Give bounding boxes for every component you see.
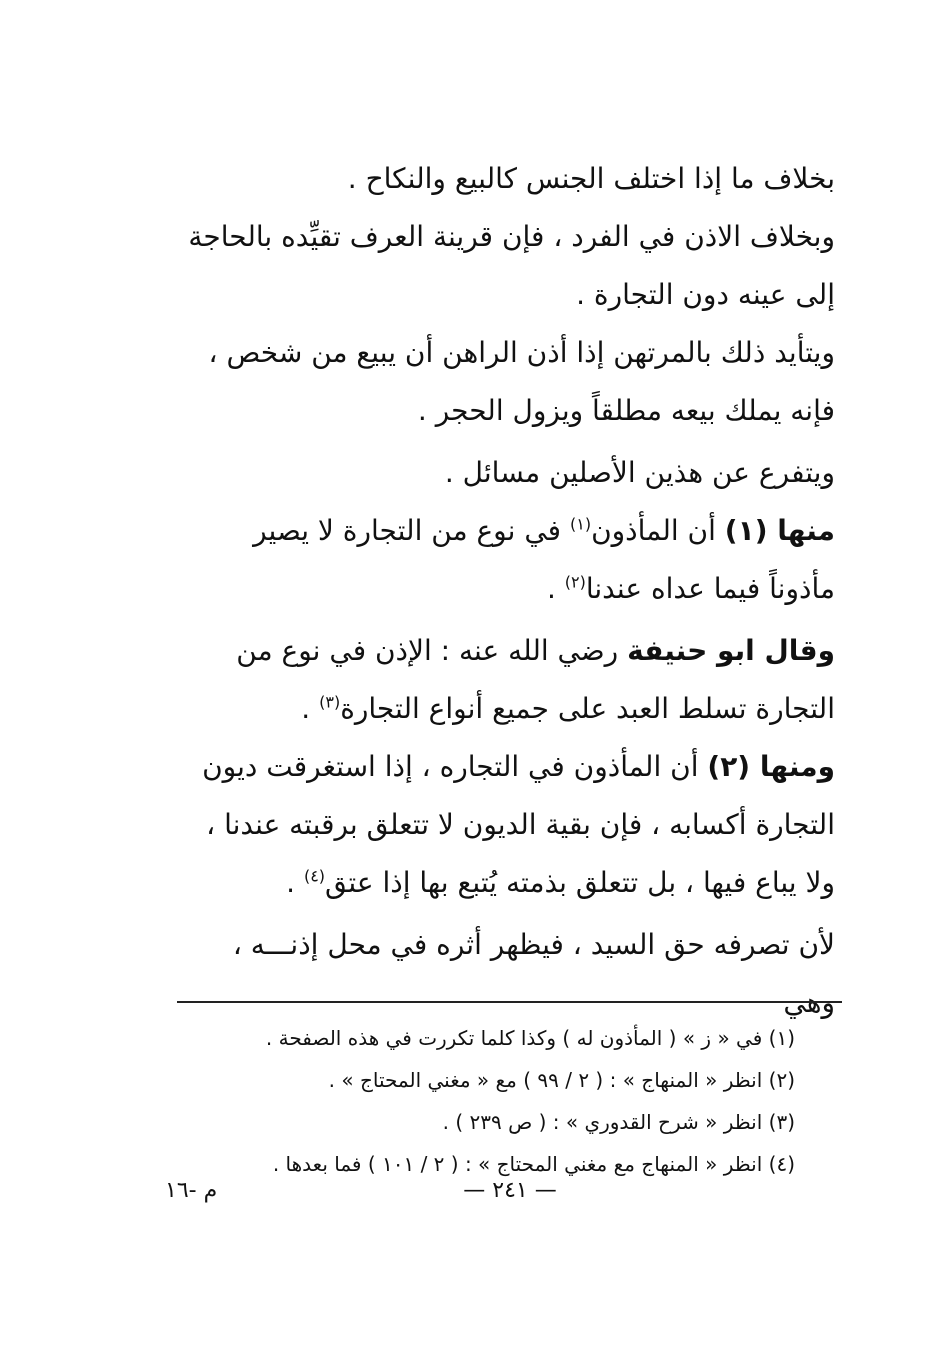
- paragraph-6-text: رضي الله عنه : الإذن في نوع من التجارة تسلط العبد على جميع أنواع التجارة: [236, 634, 835, 725]
- paragraph-7: [180, 738, 835, 912]
- printer-signature: م -١٦: [165, 1178, 218, 1203]
- paragraph-2: [180, 208, 835, 324]
- paragraph-5: [180, 502, 835, 618]
- paragraph-5-text-a: أن المأذون: [591, 514, 716, 547]
- paragraph-4: [180, 444, 835, 502]
- paragraph-5-text-b: في نوع من التجارة لا يصير مأذوناً فيما عداه عندنا: [253, 514, 835, 605]
- footnote-1: (١) في « ز » ( المأذون له ) وكذا كلما تكررت في هذه الصفحة .: [265, 1026, 795, 1050]
- paragraph-7-text: أن المأذون في التجاره ، إذا استغرقت ديون التجارة أكسابه ، فإن بقية الديون لا تتعلق برقبته عندنا ، ولا يباع فيها ، بل تتعلق بذمته يُتبع بها إذا عتق: [202, 750, 835, 899]
- footnote-ref-4[interactable]: (٤): [303, 866, 326, 886]
- footnote-4: (٤) انظر « المنهاج مع مغني المحتاج » : ( ٢ / ١٠١ ) فما بعدها .: [272, 1152, 795, 1176]
- paragraph-4-text: ويتفرع عن هذين الأصلين مسائل .: [444, 456, 835, 489]
- footnote-3: (٣) انظر « شرح القدوري » : ( ص ٢٣٩ ) .: [442, 1110, 795, 1134]
- paragraph-2-text: وبخلاف الاذن في الفرد ، فإن قرينة العرف تقيِّده بالحاجة إلى عينه دون التجارة .: [188, 220, 835, 311]
- footnote-ref-1[interactable]: (١): [569, 514, 592, 534]
- paragraph-6-lead: وقال ابو حنيفة: [627, 634, 835, 667]
- paragraph-7-end: .: [286, 866, 296, 899]
- paragraph-6: [180, 622, 835, 738]
- main-text: [180, 150, 835, 1032]
- paragraph-7-lead: ومنها (٢): [707, 750, 835, 783]
- paragraph-3-text: ويتأيد ذلك بالمرتهن إذا أذن الراهن أن يبيع من شخص ، فإنه يملك بيعه مطلقاً ويزول الحجر .: [208, 336, 835, 427]
- page-number: — ٢٤١ —: [463, 1178, 557, 1203]
- paragraph-5-lead: منها (١): [724, 514, 835, 547]
- footnote-ref-3[interactable]: (٣): [319, 692, 341, 712]
- paragraph-3: [180, 324, 835, 440]
- footnote-2: (٢) انظر « المنهاج » : ( ٢ / ٩٩ ) مع « مغني المحتاج » .: [328, 1068, 795, 1092]
- paragraph-1: [180, 150, 835, 208]
- footnote-divider: [177, 1001, 842, 1003]
- footnotes: [230, 1017, 795, 1185]
- paragraph-6-end: .: [301, 692, 311, 725]
- paragraph-1-text: بخلاف ما إذا اختلف الجنس كالبيع والنكاح .: [347, 162, 835, 195]
- paragraph-5-end: .: [546, 572, 556, 605]
- paragraph-8: [180, 916, 835, 1032]
- footnote-ref-2[interactable]: (٢): [564, 572, 586, 592]
- paragraph-8-text: لأن تصرفه حق السيد ، فيظهر أثره في محل إذنـــه ، وهي: [232, 928, 835, 1019]
